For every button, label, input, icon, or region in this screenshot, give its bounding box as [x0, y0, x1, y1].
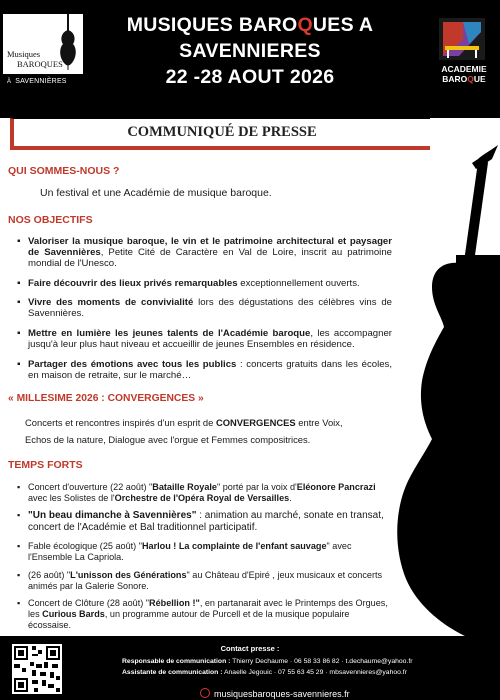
highlights-heading: TEMPS FORTS — [8, 459, 83, 471]
bullet-icon: ▪ — [17, 541, 21, 551]
objective-item: ▪ Mettre en lumière les jeunes talents de l'Académie baroque, les accompagner jusqu'à leur plus haut niveau et accueillir de jeunes Ensembles en résidence. — [17, 328, 393, 351]
objective-item: ▪ Partager des émotions avec tous les publics : concerts gratuits dans les écoles, en maison de retraite, sur le marché… — [17, 359, 393, 382]
bullet-icon: ▪ — [17, 482, 21, 492]
objectives-heading: NOS OBJECTIFS — [8, 214, 93, 226]
who-heading: QUI SOMMES-NOUS ? — [8, 165, 120, 177]
objective-item: ▪ Vivre des moments de convivialité lors des dégustations des célèbres vins de Savennières. — [17, 297, 393, 320]
logo-word-baroques: BAROQUES — [17, 59, 63, 69]
highlight-item: ▪ Concert d'ouverture (22 août) "Bataille Royale" porté par la voix d'Eléonore Pancrazi avec les Solistes de l'Orchestre de l'Opéra Royal de Versailles. — [17, 482, 376, 503]
page-title — [100, 12, 400, 90]
press-release-title: COMMUNIQUÉ DE PRESSE — [127, 124, 317, 140]
bullet-icon: ▪ — [17, 278, 21, 289]
violin-silhouette — [386, 145, 500, 643]
millesime-heading: « MILLESIME 2026 : CONVERGENCES » — [8, 393, 204, 404]
website-link[interactable]: musiquesbaroques-savennieres.fr — [200, 688, 350, 699]
bullet-icon: ▪ — [17, 598, 21, 608]
objective-item: ▪ Faire découvrir des lieux privés remarquables exceptionnellement ouverts. — [17, 278, 360, 289]
bullet-icon: ▪ — [17, 510, 21, 520]
highlight-item: ▪ (26 août) "L'unisson des Générations" au Château d'Epiré , jeux musicaux et concerts animés par la Galerie Sonore. — [17, 570, 383, 591]
contact-title: Contact presse : — [220, 644, 280, 653]
highlight-item: ▪ Fable écologique (25 août) "Harlou ! La complainte de l'enfant sauvage" avec l'Ensemble La Capriola. — [17, 541, 352, 562]
title-dates: 22 -28 AOUT 2026 — [165, 66, 335, 88]
who-text: Un festival et une Académie de musique baroque. — [40, 187, 272, 199]
globe-icon — [200, 688, 210, 698]
bullet-icon: ▪ — [17, 570, 21, 580]
footer — [0, 636, 500, 700]
title-line-1: MUSIQUES BAROQUES A — [126, 14, 374, 36]
logo-bar: À SAVENNIÈRES — [3, 74, 83, 90]
millesime-line-2: Echos de la nature, Dialogue avec l'orgue et Femmes compositrices. — [25, 434, 311, 445]
academie-label: ACADEMIE BAROQUE — [441, 64, 487, 84]
bullet-icon: ▪ — [17, 359, 21, 370]
bullet-icon: ▪ — [17, 297, 21, 308]
press-release-banner — [10, 118, 430, 146]
highlight-item: ▪ Concert de Clôture (28 août) "Rébellion !", en partanarait avec le Printemps des Orgues, les Curious Bards, un programme autour de Purcell et de la musique populaire écossaise. — [17, 598, 388, 630]
contact-row-manager: Responsable de communication : Thierry Dechaume · 06 58 33 86 82 · t.dechaume@yahoo.fr — [122, 658, 413, 665]
bullet-icon: ▪ — [17, 236, 21, 247]
contact-row-assistant: Assistante de communication : Anaelle Jegouic · 07 55 63 45 29 · mbsavennieres@yahoo.fr — [122, 669, 407, 676]
title-line-2: SAVENNIERES — [179, 40, 321, 62]
academie-logo — [437, 18, 491, 92]
header — [0, 0, 500, 118]
harpsichord-logo-icon — [439, 18, 485, 60]
highlight-item: ▪ "Un beau dimanche à Savennières" : animation au marché, sonate en transat, concert de l'Académie et Bal traditionnel participatif. — [17, 510, 384, 533]
logo-word-musiques: Musiques — [7, 49, 41, 59]
objective-item: ▪ Valoriser la musique baroque, le vin et le patrimoine architectural et paysager de Savennières, Petite Cité de Caractère en Val de Loire, inscrit au patrimoine mondial de l'Unesco. — [17, 236, 392, 270]
festival-logo — [3, 14, 83, 90]
millesime-line-1: Concerts et rencontres inspirés d'un esprit de CONVERGENCES entre Voix, — [25, 417, 343, 428]
bullet-icon: ▪ — [17, 328, 21, 339]
